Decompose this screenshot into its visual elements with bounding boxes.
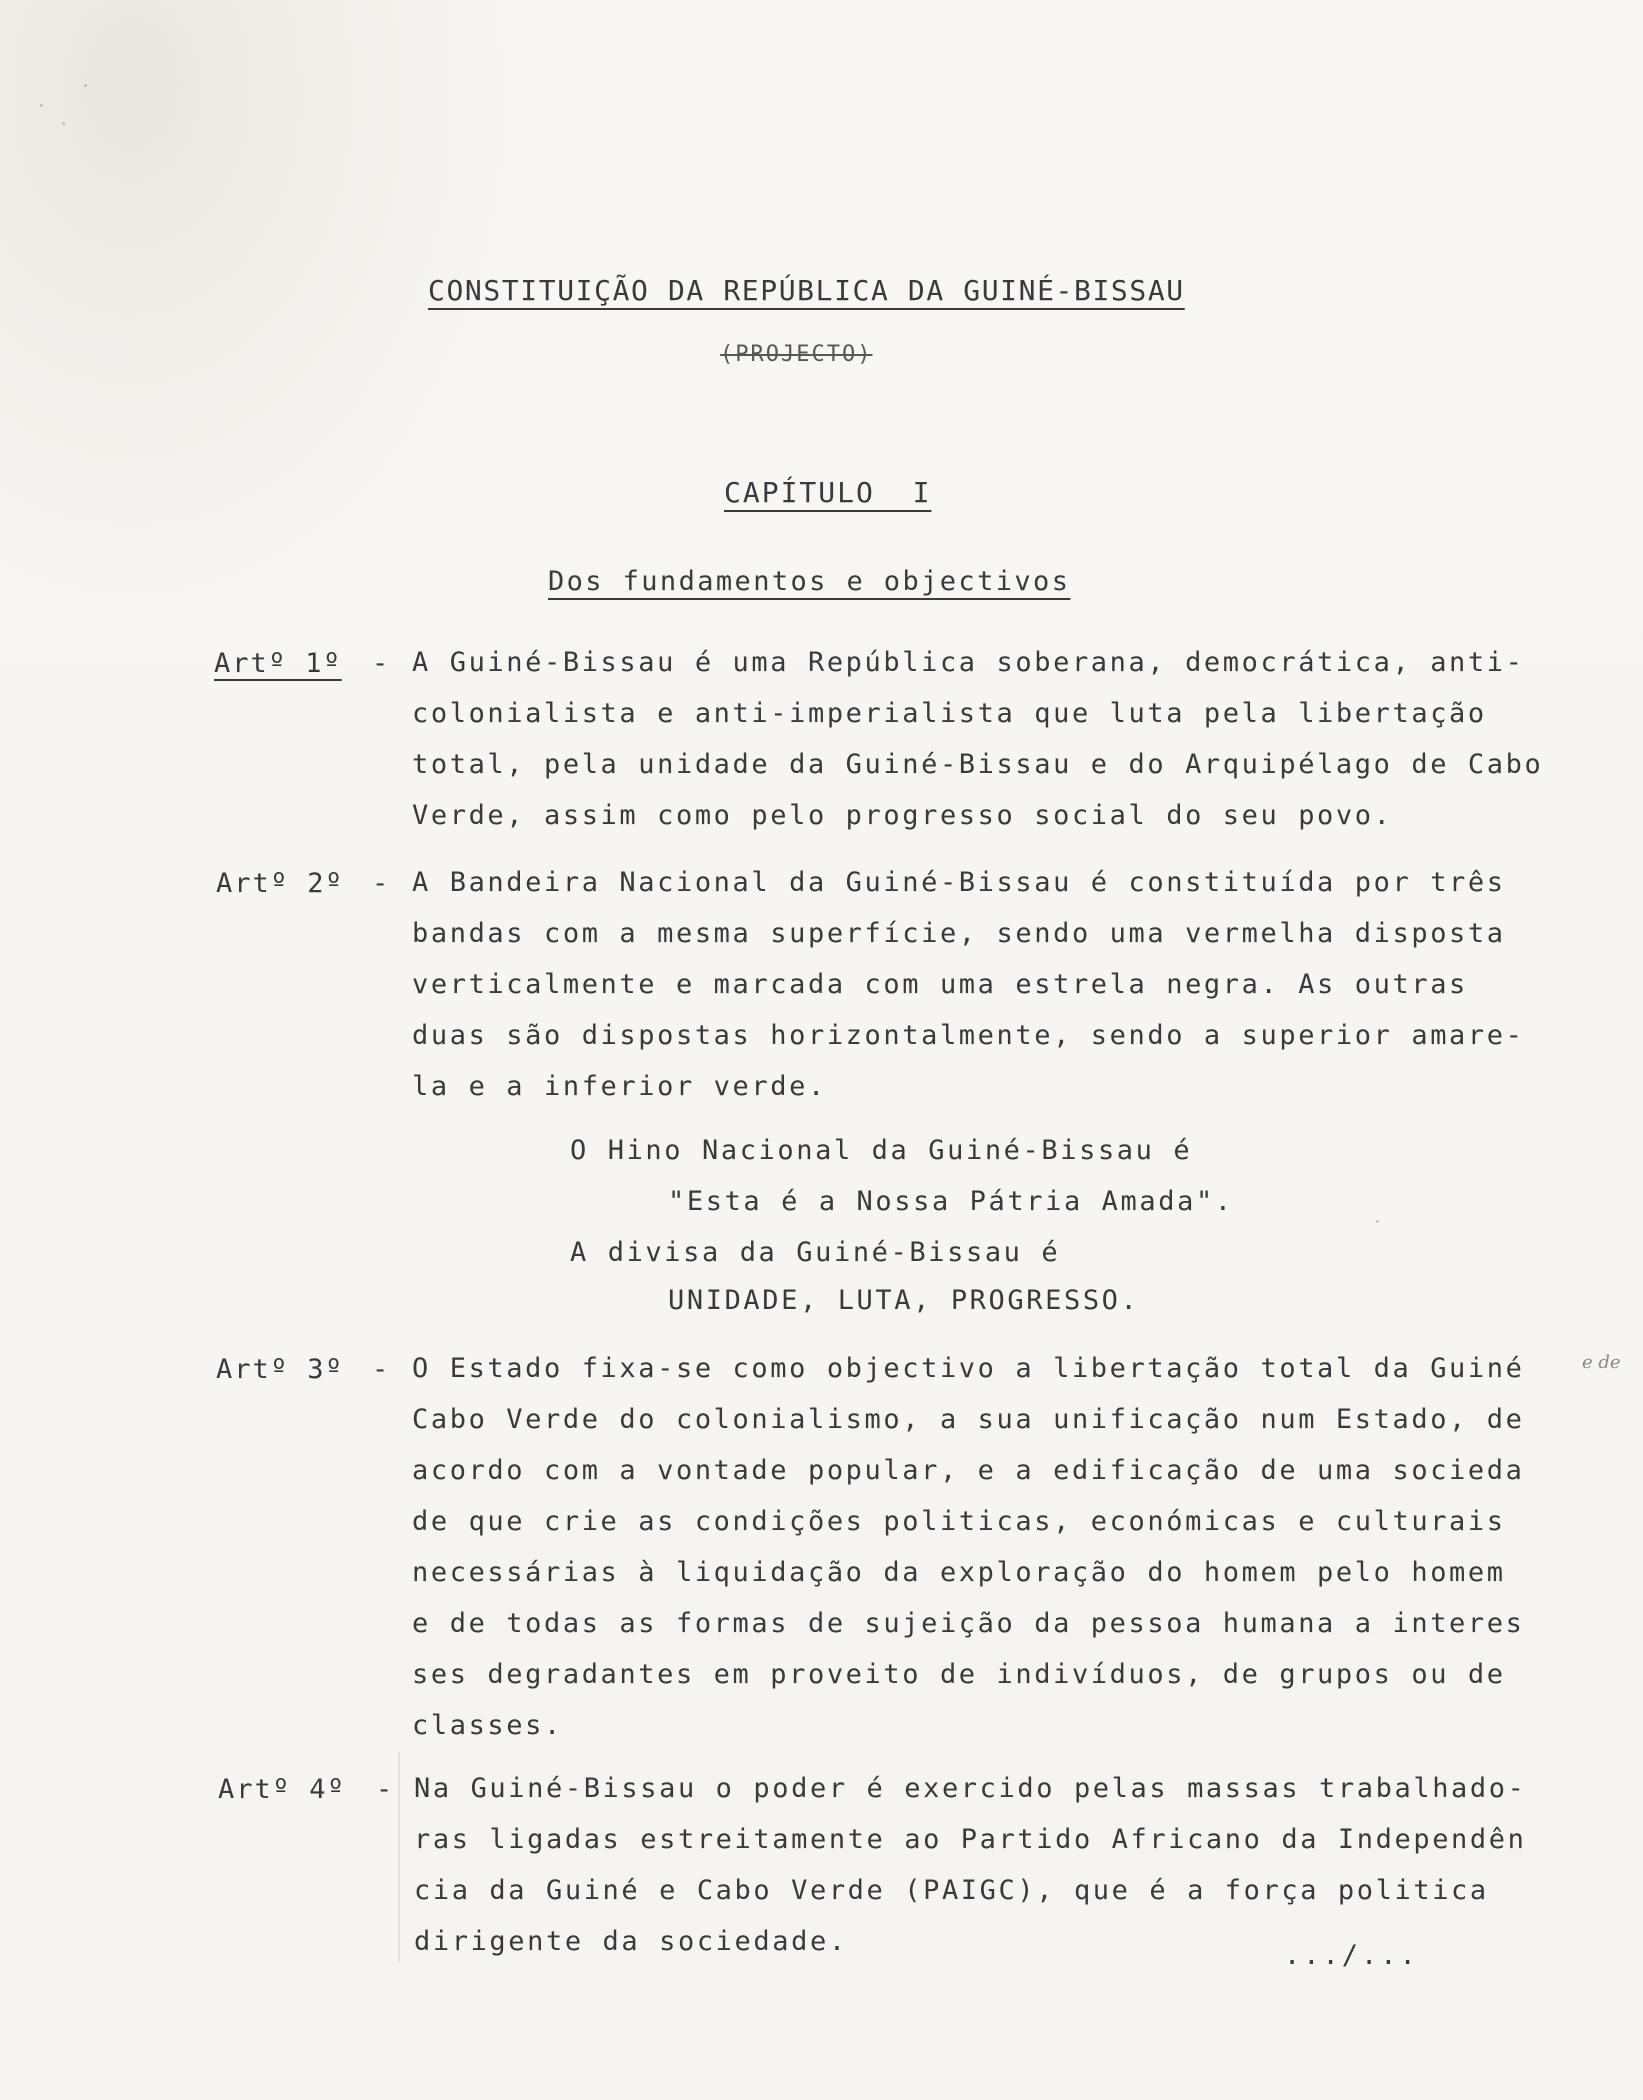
- article-dash: -: [372, 868, 389, 899]
- article-2-line-2: bandas com a mesma superfície, sendo uma vermelha disposta: [412, 918, 1506, 949]
- article-1-line-1: A Guiné-Bissau é uma República soberana, democrática, anti-: [412, 647, 1525, 678]
- handwritten-margin-note: e de: [1582, 1352, 1621, 1373]
- paper-speck: [40, 104, 43, 107]
- motto-line: A divisa da Guiné-Bissau é: [570, 1237, 1061, 1268]
- article-4-line-1: Na Guiné-Bissau o poder é exercido pelas massas trabalhado-: [414, 1773, 1527, 1804]
- article-3-line-2: Cabo Verde do colonialismo, a sua unificação num Estado, de: [412, 1404, 1525, 1435]
- article-3-line-4: de que crie as condições politicas, económicas e culturais: [412, 1506, 1506, 1537]
- paper-crease: [398, 1752, 400, 1962]
- anthem-line: O Hino Nacional da Guiné-Bissau é: [570, 1135, 1193, 1166]
- continuation-mark: .../...: [1284, 1940, 1419, 1971]
- article-1-label: Artº 1º: [214, 648, 342, 679]
- article-2-line-1: A Bandeira Nacional da Guiné-Bissau é constituída por três: [412, 867, 1506, 898]
- paper-speck: [62, 122, 65, 125]
- article-2-line-3: verticalmente e marcada com uma estrela negra. As outras: [412, 969, 1468, 1000]
- article-3-line-6: e de todas as formas de sujeição da pessoa humana a interes: [412, 1608, 1525, 1639]
- article-4-label: Artº 4º: [218, 1774, 346, 1805]
- chapter-heading: CAPÍTULO I: [724, 476, 932, 509]
- anthem-title: "Esta é a Nossa Pátria Amada".: [668, 1186, 1234, 1217]
- article-1-line-2: colonialista e anti-imperialista que luta pela libertação: [412, 698, 1487, 729]
- article-3-line-7: ses degradantes em proveito de indivíduos, de grupos ou de: [412, 1659, 1506, 1690]
- article-dash: -: [372, 648, 389, 679]
- motto-text: UNIDADE, LUTA, PROGRESSO.: [668, 1285, 1140, 1316]
- article-4-line-4: dirigente da sociedade.: [414, 1926, 848, 1957]
- article-3-line-1: O Estado fixa-se como objectivo a libertação total da Guiné: [412, 1353, 1525, 1384]
- article-1-line-3: total, pela unidade da Guiné-Bissau e do Arquipélago de Cabo: [412, 749, 1544, 780]
- article-2-line-4: duas são dispostas horizontalmente, sendo a superior amare-: [412, 1020, 1525, 1051]
- draft-label: (PROJECTO): [720, 342, 873, 367]
- section-title: Dos fundamentos e objectivos: [548, 566, 1071, 597]
- article-4-line-3: cia da Guiné e Cabo Verde (PAIGC), que é a força politica: [414, 1875, 1489, 1906]
- article-dash: -: [372, 1354, 389, 1385]
- article-2-line-5: la e a inferior verde.: [412, 1071, 827, 1102]
- article-3-label: Artº 3º: [216, 1354, 344, 1385]
- article-dash: -: [376, 1774, 393, 1805]
- paper-speck: [84, 84, 87, 87]
- paper-speck: [1376, 1220, 1379, 1223]
- article-4-line-2: ras ligadas estreitamente ao Partido Africano da Independên: [414, 1824, 1527, 1855]
- article-2-label: Artº 2º: [216, 868, 344, 899]
- article-1-line-4: Verde, assim como pelo progresso social do seu povo.: [412, 800, 1393, 831]
- article-3-line-5: necessárias à liquidação da exploração do homem pelo homem: [412, 1557, 1506, 1588]
- article-3-line-3: acordo com a vontade popular, e a edificação de uma socieda: [412, 1455, 1525, 1486]
- document-title: CONSTITUIÇÃO DA REPÚBLICA DA GUINÉ-BISSAU: [428, 274, 1185, 307]
- article-3-line-8: classes.: [412, 1710, 563, 1741]
